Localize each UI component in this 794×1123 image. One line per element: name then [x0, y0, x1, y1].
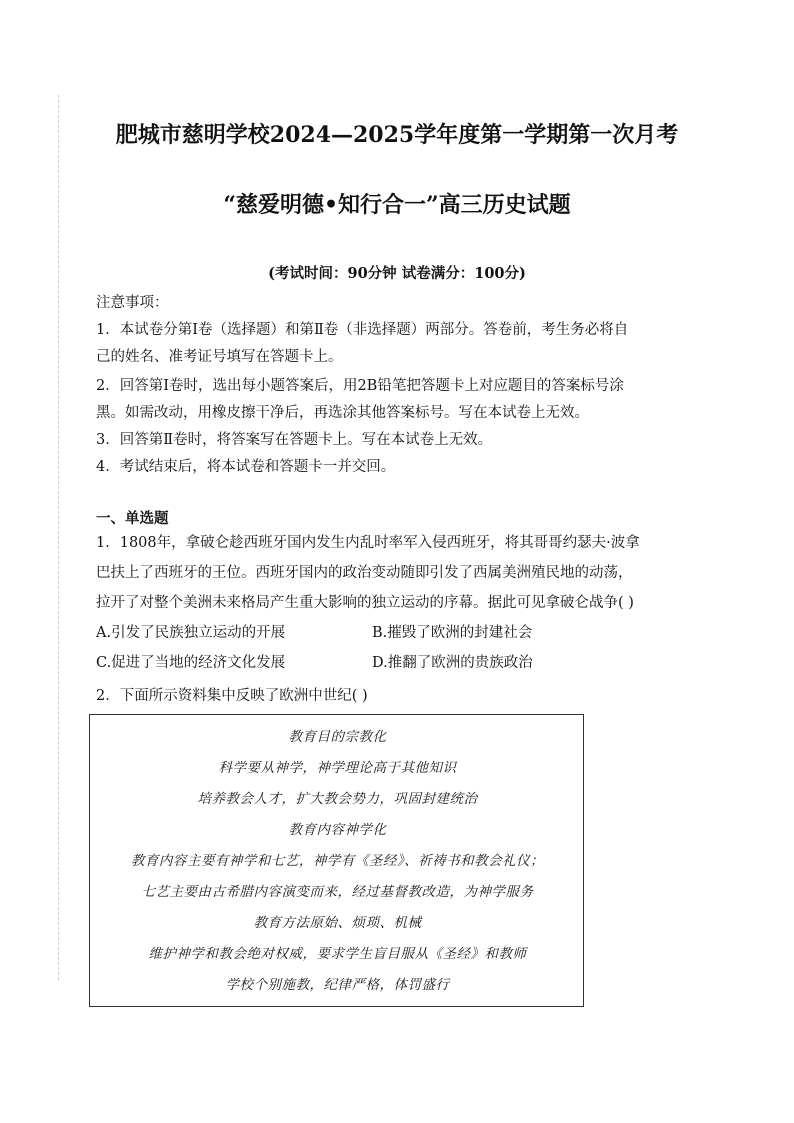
note-item: 3．回答第Ⅱ卷时，将答案写在答题卡上。写在本试卷上无效。: [96, 432, 493, 448]
material-line: 教育内容神学化: [288, 822, 387, 838]
question-1-stem: 1．1808年，拿破仑趁西班牙国内发生内乱时率军入侵西班牙，将其哥哥约瑟夫·波拿: [96, 535, 640, 551]
note-item: 2．回答第Ⅰ卷时，选出每小题答案后，用2B铅笔把答题卡上对应题目的答案标号涂: [96, 378, 624, 394]
note-item: 己的姓名、准考证号填写在答题卡上。: [96, 349, 343, 365]
exam-title: 肥城市慈明学校2024—2025学年度第一学期第一次月考: [115, 122, 679, 148]
material-line: 教育目的宗教化: [288, 729, 387, 745]
notes-title: 注意事项：: [96, 295, 169, 311]
note-item: 4．考试结束后，将本试卷和答题卡一并交回。: [96, 459, 396, 475]
material-box: [89, 714, 584, 1007]
material-line: 培养教会人才，扩大教会势力，巩固封建统治: [197, 791, 478, 807]
exam-subtitle: “慈爱明德•知行合一”高三历史试题: [223, 192, 571, 218]
question-1-stem: 巴扶上了西班牙的王位。西班牙国内的政治变动随即引发了西属美洲殖民地的动荡，: [96, 565, 633, 581]
material-line: 科学要从神学，神学理论高于其他知识: [218, 760, 457, 776]
question-1-option-a: A.引发了民族独立运动的开展: [96, 625, 286, 641]
material-line: 学校个别施教，纪律严格，体罚盛行: [225, 977, 450, 993]
material-line: 教育方法原始、烦琐、机械: [253, 915, 422, 931]
question-1-stem: 拉开了对整个美洲未来格局产生重大影响的独立运动的序幕。据此可见拿破仑战争( ): [96, 595, 634, 611]
question-1-option-d: D.推翻了欧洲的贵族政治: [372, 655, 533, 671]
question-1-option-b: B.摧毁了欧洲的封建社会: [372, 625, 533, 641]
exam-info: (考试时间：90分钟 试卷满分：100分): [268, 265, 526, 282]
question-2-stem: 2．下面所示资料集中反映了欧洲中世纪( ): [96, 688, 368, 704]
material-line: 维护神学和教会绝对权威，要求学生盲目服从《圣经》和教师: [148, 946, 527, 962]
binding-line: [58, 95, 59, 980]
note-item: 黑。如需改动，用橡皮擦干净后，再选涂其他答案标号。写在本试卷上无效。: [96, 405, 589, 421]
material-line: 教育内容主要有神学和七艺，神学有《圣经》、祈祷书和教会礼仪；: [130, 853, 545, 869]
section-title: 一、单选题: [96, 510, 169, 527]
note-item: 1．本试卷分第Ⅰ卷（选择题）和第Ⅱ卷（非选择题）两部分。答卷前，考生务必将自: [96, 322, 629, 338]
material-line: 七艺主要由古希腊内容演变而来，经过基督教改造，为神学服务: [141, 884, 534, 900]
question-1-option-c: C.促进了当地的经济文化发展: [96, 655, 286, 671]
